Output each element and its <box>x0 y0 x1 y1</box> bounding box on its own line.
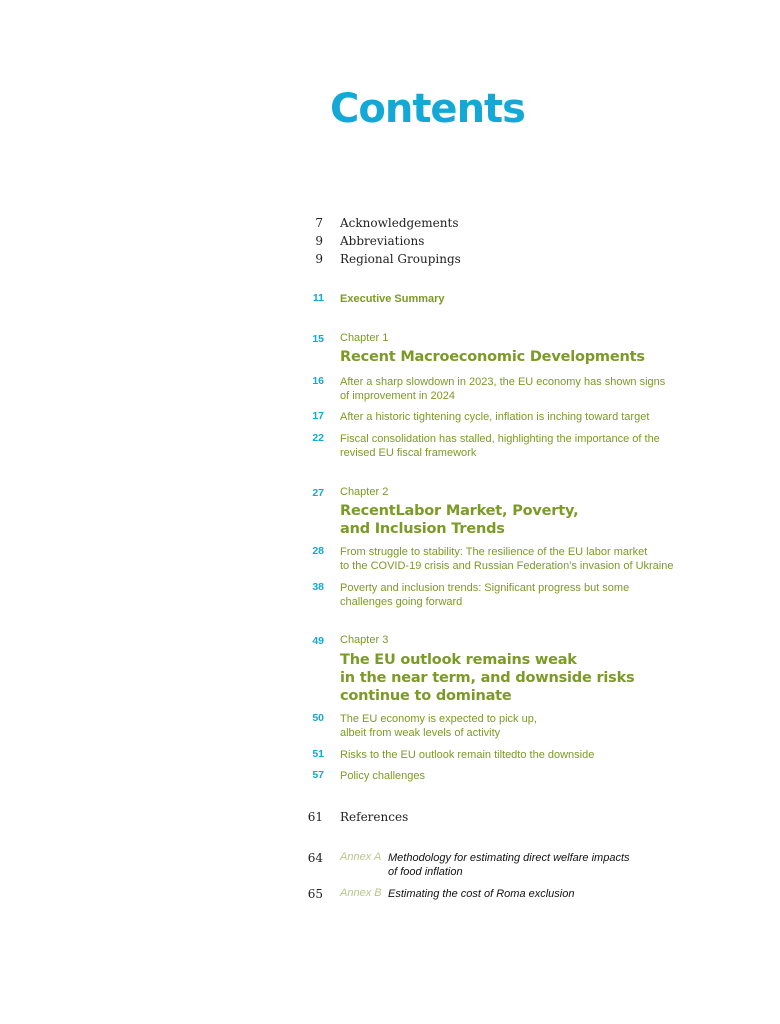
chapter-label: Chapter 3 <box>340 634 389 646</box>
section-title: Risks to the EU outlook remain tiltedto the downside <box>340 749 595 761</box>
page-number: 11 <box>312 292 324 304</box>
page-number: 50 <box>312 712 324 724</box>
page-number: 28 <box>312 545 324 557</box>
page-number: 38 <box>312 581 324 593</box>
page-number: 57 <box>312 769 324 781</box>
page-number: 64 <box>307 851 323 865</box>
section-title: After a historic tightening cycle, inflation is inching toward target <box>340 411 650 423</box>
entry-title: Executive Summary <box>340 293 445 305</box>
section-title: The EU economy is expected to pick up, albeit from weak levels of activity <box>340 713 537 739</box>
entry-title: Abbreviations <box>340 234 425 248</box>
page-number: 7 <box>315 216 323 230</box>
page-number: 9 <box>315 234 323 248</box>
chapter-label: Chapter 1 <box>340 332 389 344</box>
annex-label: Annex B <box>340 887 382 899</box>
annex-label: Annex A <box>340 851 382 863</box>
page-number: 27 <box>312 487 324 499</box>
chapter-title: RecentLabor Market, Poverty, and Inclusion Trends <box>340 503 579 537</box>
page-number: 17 <box>312 410 324 422</box>
entry-title: Regional Groupings <box>340 252 461 266</box>
annex-title: Methodology for estimating direct welfare impacts of food inflation <box>388 852 630 878</box>
entry-title: References <box>340 810 409 824</box>
section-title: From struggle to stability: The resilience of the EU labor market to the COVID-19 crisis and Russian Federation's invasion of Ukraine <box>340 546 674 572</box>
section-title: Fiscal consolidation has stalled, highlighting the importance of the revised EU fiscal framework <box>340 433 660 459</box>
page-number: 22 <box>312 432 324 444</box>
page-number: 16 <box>312 375 324 387</box>
page-number: 61 <box>307 810 323 824</box>
entry-title: Acknowledgements <box>340 216 459 230</box>
page-number: 15 <box>312 333 324 345</box>
section-title: Policy challenges <box>340 770 425 782</box>
chapter-title-line: Recent Macroeconomic Developments <box>340 349 645 365</box>
section-title: After a sharp slowdown in 2023, the EU economy has shown signs of improvement in 2024 <box>340 376 666 402</box>
page-title: Contents <box>330 86 525 132</box>
page-number: 65 <box>307 887 323 901</box>
page-number: 9 <box>315 252 323 266</box>
section-title: Poverty and inclusion trends: Significant progress but some challenges going forward <box>340 582 630 608</box>
page-number: 51 <box>312 748 324 760</box>
annex-title: Estimating the cost of Roma exclusion <box>388 888 575 900</box>
chapter-label: Chapter 2 <box>340 486 389 498</box>
page-number: 49 <box>312 635 324 647</box>
chapter-title: The EU outlook remains weak in the near term, and downside risks continue to dominate <box>340 652 635 704</box>
